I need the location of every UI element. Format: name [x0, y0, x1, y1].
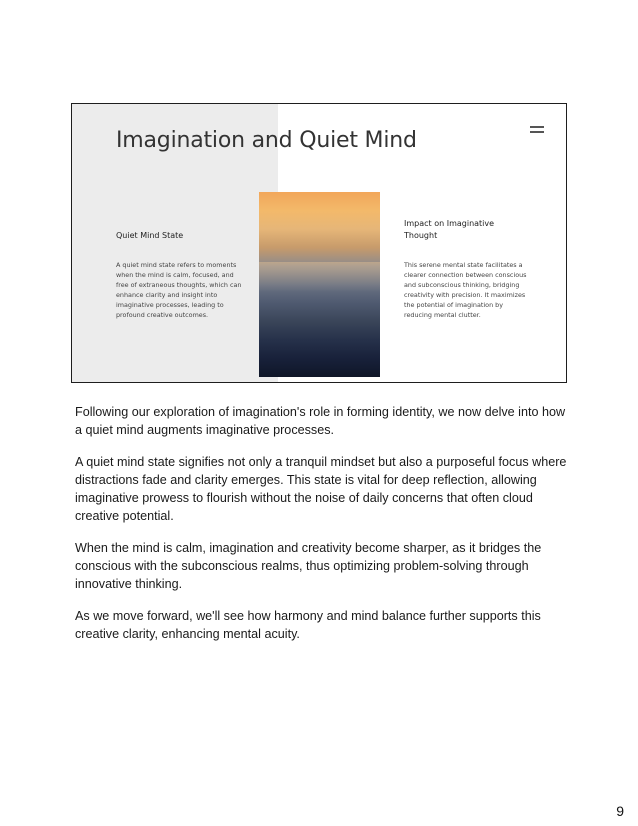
page-number: 9: [616, 803, 624, 819]
notes-paragraph: When the mind is calm, imagination and creativity become sharper, as it bridges the conscious with the subconscious realms, thus optimizing problem-solving through innovative thinking.: [75, 541, 542, 591]
slide-title: Imagination and Quiet Mind: [116, 128, 417, 153]
left-column-heading: Quiet Mind State: [116, 231, 184, 240]
notes-paragraph: Following our exploration of imagination's role in forming identity, we now delve into how a quiet mind augments imaginative processes.: [75, 405, 566, 437]
slide-thumbnail: [71, 103, 567, 383]
right-column-text: This serene mental state facilitates a clearer connection between conscious and subconscious thinking, bridging creativity with precision. It maximizes the potential of imagination by reducing mental clutter.: [404, 261, 527, 319]
right-column-heading: Impact on Imaginative Thought: [404, 219, 495, 240]
notes-paragraph: As we move forward, we'll see how harmony and mind balance further supports this creative clarity, enhancing mental acuity.: [75, 609, 541, 641]
menu-icon: [530, 126, 544, 132]
notes-paragraph: A quiet mind state signifies not only a tranquil mindset but also a purposeful focus where distractions fade and clarity emerges. This state is vital for deep reflection, allowing imaginative prowess to flourish without the noise of daily concerns that often cloud creative potential.: [75, 455, 567, 523]
notes-body: [75, 403, 567, 657]
left-column-text: A quiet mind state refers to moments when the mind is calm, focused, and free of extraneous thoughts, which can enhance clarity and insight into imaginative processes, leading to profound creative outcomes.: [116, 261, 242, 319]
sunset-over-water-image: [259, 192, 380, 377]
